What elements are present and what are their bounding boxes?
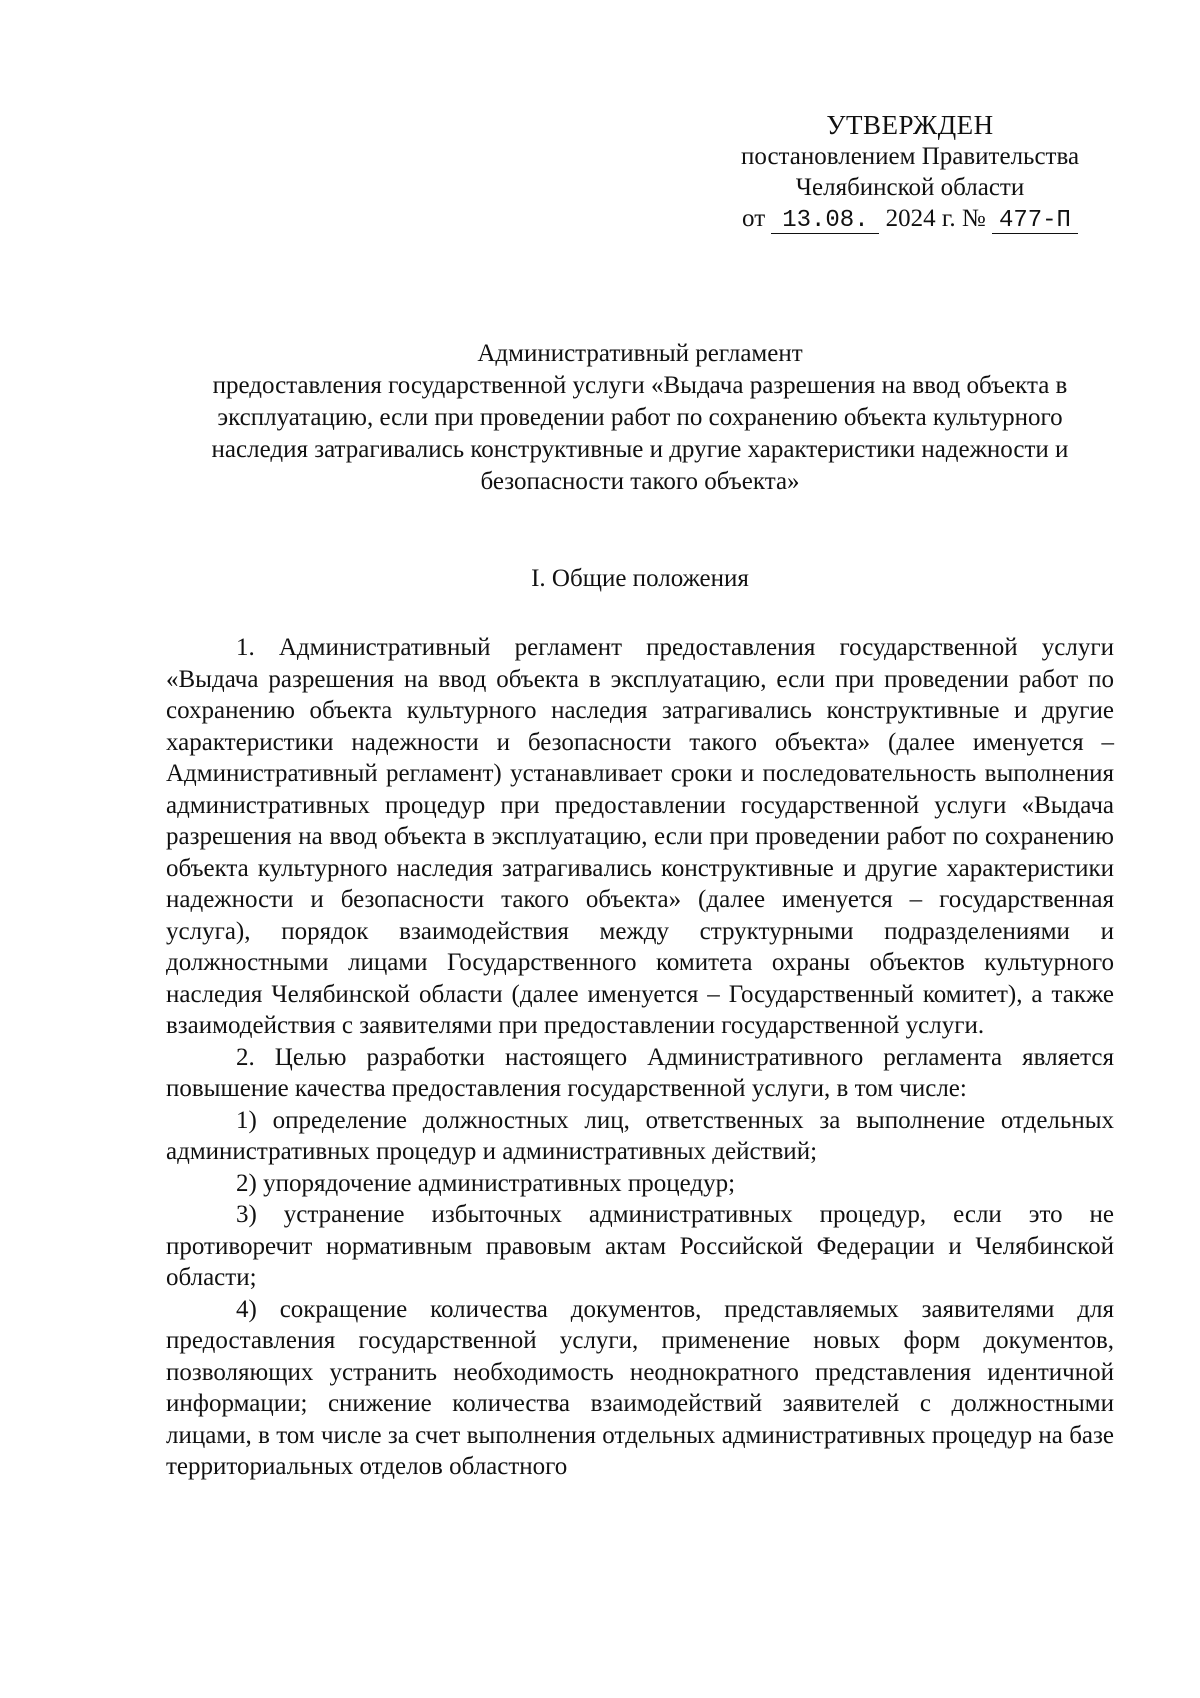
- paragraph: 1. Административный регламент предоставления государственной услуги «Выдача разрешения на ввод объекта в эксплуатацию, если при проведении работ по сохранению объекта культурного наследия затрагивались конструктивные и другие характеристики надежности и безопасности такого объекта» (далее именуется – Административный регламент) устанавливает сроки и последовательность выполнения административных процедур при предоставлении государственной услуги «Выдача разрешения на ввод объекта в эксплуатацию, если при проведении работ по сохранению объекта культурного наследия затрагивались конструктивные и другие характеристики надежности и безопасности такого объекта» (далее именуется – государственная услуга), порядок взаимодействия между структурными подразделениями и должностными лицами Государственного комитета охраны объектов культурного наследия Челябинской области (далее именуется – Государственный комитет), а также взаимодействия с заявителями при предоставлении государственной услуги.: [166, 634, 1114, 1039]
- title-line-1: Административный регламент: [477, 340, 803, 367]
- paragraph: 3) устранение избыточных административных процедур, если это не противоречит нормативным правовым актам Российской Федерации и Челябинской области;: [166, 1201, 1114, 1291]
- paragraph: 2) упорядочение административных процедур;: [236, 1169, 736, 1197]
- paragraph: 1) определение должностных лиц, ответственных за выполнение отдельных административных процедур и административных действий;: [166, 1106, 1114, 1165]
- approval-line-2: Челябинской области: [795, 174, 1025, 201]
- document-body: [166, 632, 1114, 1483]
- section-heading: I. Общие положения: [531, 565, 749, 592]
- approval-year: 2024 г. №: [885, 205, 986, 232]
- approval-date: 13.08.: [771, 209, 879, 234]
- title-line-5: безопасности такого объекта»: [480, 468, 800, 495]
- approval-stamp: [700, 110, 1120, 234]
- document-title: [166, 338, 1114, 498]
- title-line-3: эксплуатацию, если при проведении работ по сохранению объекта культурного: [217, 404, 1063, 431]
- approval-line-1: постановлением Правительства: [740, 143, 1080, 170]
- paragraph: 2. Целью разработки настоящего Административного регламента является повышение качества предоставления государственной услуги, в том числе:: [166, 1043, 1114, 1102]
- title-line-4: наследия затрагивались конструктивные и другие характеристики надежности и: [211, 436, 1069, 463]
- title-line-2: предоставления государственной услуги «Выдача разрешения на ввод объекта в: [212, 372, 1068, 399]
- paragraph: 4) сокращение количества документов, представляемых заявителями для предоставления государственной услуги, применение новых форм документов, позволяющих устранить необходимость неоднократного представления идентичной информации; снижение количества взаимодействий заявителей с должностными лицами, в том числе за счет выполнения отдельных административных процедур на базе территориальных отделов областного: [166, 1295, 1114, 1480]
- approval-number: 477-П: [992, 209, 1078, 234]
- approval-heading: УТВЕРЖДЕН: [826, 110, 994, 140]
- approval-date-line: [700, 203, 1120, 234]
- date-prefix: от: [742, 205, 766, 232]
